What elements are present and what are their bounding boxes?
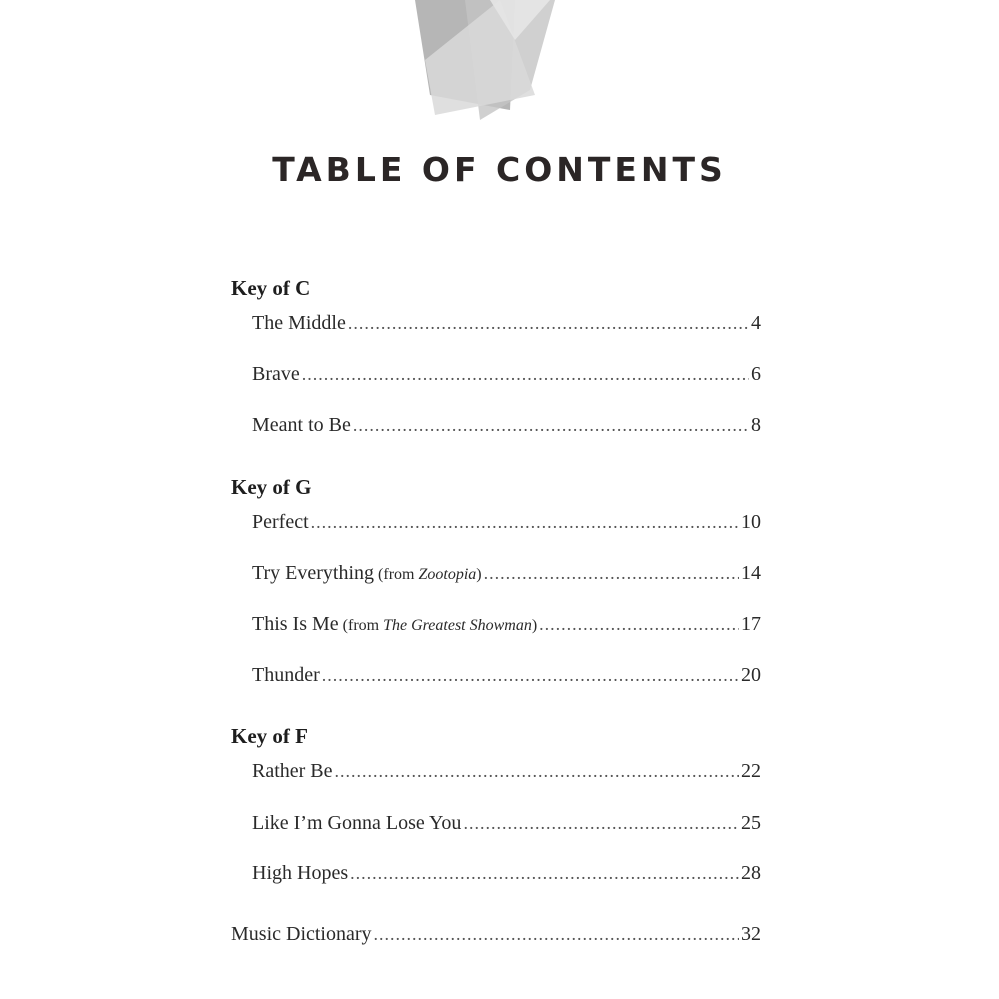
entry-source-note: (from The Greatest Showman) (342, 617, 538, 634)
dot-leader (302, 364, 749, 385)
entry-title: Brave (252, 363, 300, 385)
entry-title: This Is Me (252, 613, 339, 635)
entry-title: Music Dictionary (231, 923, 372, 945)
toc-entry-perfect[interactable] (252, 511, 761, 537)
entry-title: Meant to Be (252, 414, 351, 436)
entry-title: Perfect (252, 511, 309, 533)
entry-source-note: (from Zootopia) (378, 566, 482, 583)
dot-leader (348, 313, 749, 334)
dot-leader (350, 863, 739, 884)
toc-entry-the-middle[interactable] (252, 312, 761, 338)
entry-source-title: Zootopia (418, 566, 477, 583)
toc-entry-thunder[interactable] (252, 664, 761, 690)
toc-entry-music-dictionary[interactable] (231, 923, 761, 949)
entry-page: 25 (741, 812, 761, 834)
entry-page: 17 (741, 613, 761, 635)
toc-entry-this-is-me[interactable] (252, 613, 761, 639)
entry-title: Like I’m Gonna Lose You (252, 812, 462, 834)
dot-leader (539, 614, 739, 635)
entry-page: 14 (741, 562, 761, 584)
page-title: TABLE OF CONTENTS (272, 150, 727, 189)
entry-page: 8 (751, 414, 761, 436)
dot-leader (335, 761, 739, 782)
entry-title: Thunder (252, 664, 320, 686)
entry-page: 6 (751, 363, 761, 385)
entry-source-title: The Greatest Showman (383, 617, 532, 634)
dot-leader (374, 924, 739, 945)
entry-title: High Hopes (252, 862, 349, 884)
entry-page: 32 (741, 923, 761, 945)
entry-title: The Middle (252, 312, 346, 334)
entry-title: Rather Be (252, 760, 333, 782)
toc-entry-meant-to-be[interactable] (252, 414, 761, 440)
dot-leader (311, 512, 739, 533)
dot-leader (353, 415, 749, 436)
section-heading-key-of-f: Key of F (231, 724, 308, 748)
toc-entry-try-everything[interactable] (252, 562, 761, 588)
entry-page: 22 (741, 760, 761, 782)
toc-entry-like-im-gonna-lose-you[interactable] (252, 812, 761, 838)
entry-title: Try Everything (252, 562, 375, 584)
dot-leader (322, 665, 739, 686)
entry-page: 4 (751, 312, 761, 334)
entry-page: 28 (741, 862, 761, 884)
entry-page: 10 (741, 511, 761, 533)
toc-entry-rather-be[interactable] (252, 760, 761, 786)
section-heading-key-of-g: Key of G (231, 475, 312, 499)
dot-leader (484, 563, 739, 584)
section-heading-key-of-c: Key of C (231, 276, 311, 300)
toc-entry-brave[interactable] (252, 363, 761, 389)
toc-entry-high-hopes[interactable] (252, 862, 761, 888)
entry-page: 20 (741, 664, 761, 686)
dot-leader (463, 813, 739, 834)
